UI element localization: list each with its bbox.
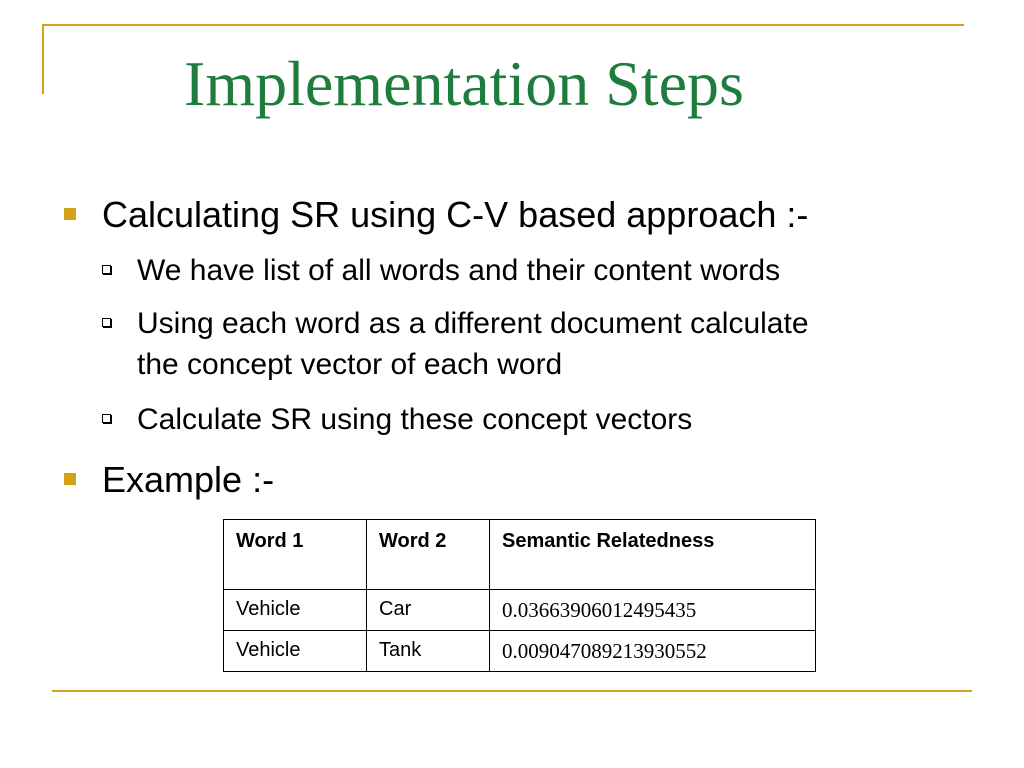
sub-bullet-text: We have list of all words and their content words (137, 254, 781, 287)
column-header: Semantic Relatedness (490, 520, 816, 590)
hollow-square-bullet-icon (102, 414, 111, 423)
hollow-square-bullet-icon (102, 265, 111, 274)
table-cell: Vehicle (224, 590, 367, 631)
bullet-item (64, 195, 808, 235)
table-cell: Vehicle (224, 631, 367, 672)
sub-bullet-item (102, 303, 862, 385)
table-cell: 0.03663906012495435 (490, 590, 816, 631)
semantic-relatedness-table (223, 519, 816, 672)
sub-bullet-text: Using each word as a different document calculate the concept vector of each word (137, 307, 809, 381)
frame-top-line (42, 24, 964, 26)
sub-bullet-text: Calculate SR using these concept vectors (137, 403, 693, 436)
column-header: Word 1 (224, 520, 367, 590)
table-cell: Tank (367, 631, 490, 672)
bullet-text: Calculating SR using C-V based approach :- (102, 194, 809, 235)
table-row (224, 631, 816, 672)
hollow-square-bullet-icon (102, 318, 111, 327)
table-cell: Car (367, 590, 490, 631)
bullet-item (64, 460, 274, 500)
sub-bullet-item (102, 399, 942, 440)
slide-title: Implementation Steps (184, 48, 744, 119)
column-header: Word 2 (367, 520, 490, 590)
sub-bullet-item (102, 250, 942, 291)
frame-left-line (42, 24, 44, 94)
bullet-text: Example :- (102, 459, 275, 500)
table-cell: 0.009047089213930552 (490, 631, 816, 672)
table-header-row (224, 520, 816, 590)
square-bullet-icon (64, 208, 76, 220)
square-bullet-icon (64, 473, 76, 485)
frame-bottom-line (52, 690, 972, 692)
table-row (224, 590, 816, 631)
